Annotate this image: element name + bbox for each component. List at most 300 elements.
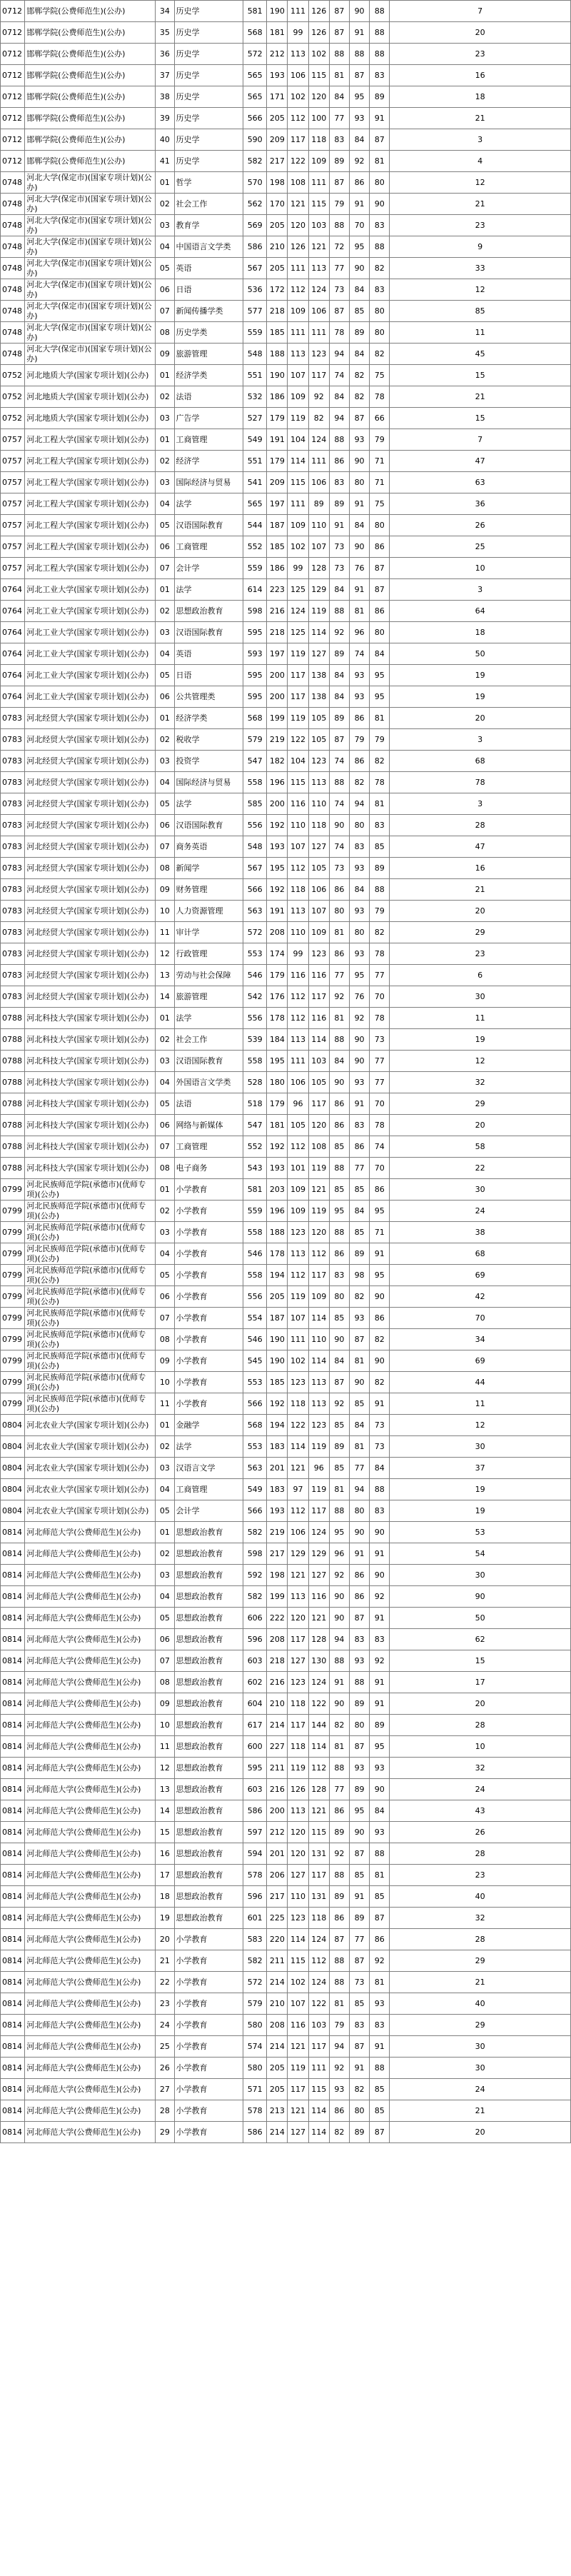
subject1-score-cell: 179 (267, 965, 288, 986)
table-row (1, 386, 571, 408)
subject5-score-cell: 86 (349, 1136, 369, 1158)
school-code-cell: 0788 (1, 1008, 25, 1029)
subject4-score-cell: 88 (329, 1950, 349, 1972)
table-row (1, 194, 571, 215)
major-name-cell: 思想政治教育 (174, 1843, 243, 1865)
table-row (1, 708, 571, 729)
rank-cell: 16 (390, 858, 571, 879)
school-name-cell: 河北工业大学(国家专项计划)(公办) (25, 601, 156, 622)
subject6-score-cell: 73 (370, 1436, 390, 1458)
school-code-cell: 0788 (1, 1029, 25, 1051)
subject4-score-cell: 73 (329, 858, 349, 879)
subject3-score-cell: 119 (308, 1158, 329, 1179)
school-code-cell: 0814 (1, 1736, 25, 1758)
table-row (1, 1029, 571, 1051)
total-score-cell: 586 (243, 1800, 267, 1822)
subject4-score-cell: 79 (329, 2015, 349, 2036)
subject4-score-cell: 89 (329, 1436, 349, 1458)
total-score-cell: 583 (243, 1929, 267, 1950)
rank-cell: 50 (390, 1608, 571, 1629)
subject6-score-cell: 93 (370, 1993, 390, 2015)
school-code-cell: 0783 (1, 708, 25, 729)
school-code-cell: 0788 (1, 1158, 25, 1179)
table-row (1, 1179, 571, 1201)
subject2-score-cell: 110 (288, 922, 308, 943)
subject6-score-cell: 87 (370, 2122, 390, 2143)
subject5-score-cell: 93 (349, 858, 369, 879)
subject6-score-cell: 82 (370, 344, 390, 365)
subject5-score-cell: 91 (349, 1093, 369, 1115)
major-name-cell: 法学 (174, 1436, 243, 1458)
total-score-cell: 566 (243, 879, 267, 901)
rank-cell: 53 (390, 1522, 571, 1543)
major-name-cell: 旅游管理 (174, 344, 243, 365)
subject3-score-cell: 114 (308, 622, 329, 643)
subject5-score-cell: 85 (349, 1222, 369, 1243)
subject1-score-cell: 205 (267, 2058, 288, 2079)
total-score-cell: 579 (243, 1993, 267, 2015)
rank-cell: 28 (390, 1715, 571, 1736)
school-name-cell: 河北农业大学(国家专项计划)(公办) (25, 1479, 156, 1500)
total-score-cell: 566 (243, 108, 267, 129)
major-code-cell: 02 (156, 1029, 174, 1051)
subject4-score-cell: 86 (329, 1908, 349, 1929)
subject5-score-cell: 88 (349, 44, 369, 65)
school-name-cell: 河北民族师范学院(承德市)(优师专项)(公办) (25, 1286, 156, 1308)
subject3-score-cell: 127 (308, 1565, 329, 1586)
school-code-cell: 0752 (1, 408, 25, 429)
subject4-score-cell: 81 (329, 1479, 349, 1500)
rank-cell: 3 (390, 729, 571, 751)
total-score-cell: 541 (243, 472, 267, 493)
subject5-score-cell: 87 (349, 1608, 369, 1629)
subject2-score-cell: 102 (288, 536, 308, 558)
subject6-score-cell: 84 (370, 643, 390, 665)
total-score-cell: 563 (243, 1458, 267, 1479)
subject5-score-cell: 93 (349, 943, 369, 965)
rank-cell: 11 (390, 1008, 571, 1029)
total-score-cell: 570 (243, 172, 267, 194)
subject3-score-cell: 117 (308, 2036, 329, 2058)
school-code-cell: 0814 (1, 2122, 25, 2143)
table-row (1, 1051, 571, 1072)
major-name-cell: 英语 (174, 643, 243, 665)
table-row (1, 1522, 571, 1543)
subject5-score-cell: 83 (349, 2015, 369, 2036)
major-code-cell: 08 (156, 322, 174, 344)
major-name-cell: 历史学类 (174, 322, 243, 344)
total-score-cell: 546 (243, 1329, 267, 1350)
subject1-score-cell: 186 (267, 386, 288, 408)
school-name-cell: 河北民族师范学院(承德市)(优师专项)(公办) (25, 1393, 156, 1415)
subject4-score-cell: 90 (329, 815, 349, 836)
rank-cell: 19 (390, 1500, 571, 1522)
subject3-score-cell: 124 (308, 429, 329, 451)
subject3-score-cell: 114 (308, 1350, 329, 1372)
subject2-score-cell: 125 (288, 579, 308, 601)
school-name-cell: 邯郸学院(公费师范生)(公办) (25, 44, 156, 65)
total-score-cell: 527 (243, 408, 267, 429)
subject3-score-cell: 113 (308, 1393, 329, 1415)
subject4-score-cell: 84 (329, 579, 349, 601)
subject4-score-cell: 88 (329, 601, 349, 622)
subject2-score-cell: 112 (288, 858, 308, 879)
subject3-score-cell: 117 (308, 1093, 329, 1115)
subject2-score-cell: 127 (288, 1865, 308, 1886)
subject3-score-cell: 118 (308, 129, 329, 151)
subject3-score-cell: 124 (308, 279, 329, 301)
school-code-cell: 0814 (1, 1758, 25, 1779)
subject6-score-cell: 91 (370, 1693, 390, 1715)
school-code-cell: 0799 (1, 1350, 25, 1372)
school-name-cell: 河北师范大学(公费师范生)(公办) (25, 1950, 156, 1972)
school-name-cell: 河北科技大学(国家专项计划)(公办) (25, 1093, 156, 1115)
subject5-score-cell: 91 (349, 2058, 369, 2079)
table-row (1, 1, 571, 22)
rank-cell: 69 (390, 1265, 571, 1286)
subject2-score-cell: 118 (288, 1736, 308, 1758)
rank-cell: 28 (390, 815, 571, 836)
subject1-score-cell: 212 (267, 44, 288, 65)
subject6-score-cell: 77 (370, 1051, 390, 1072)
school-code-cell: 0814 (1, 1672, 25, 1693)
subject2-score-cell: 117 (288, 1629, 308, 1650)
school-code-cell: 0799 (1, 1265, 25, 1286)
total-score-cell: 602 (243, 1672, 267, 1693)
major-code-cell: 02 (156, 386, 174, 408)
subject3-score-cell: 120 (308, 86, 329, 108)
subject6-score-cell: 81 (370, 151, 390, 172)
subject5-score-cell: 80 (349, 922, 369, 943)
school-name-cell: 河北师范大学(公费师范生)(公办) (25, 1972, 156, 1993)
major-code-cell: 19 (156, 1908, 174, 1929)
table-row (1, 1865, 571, 1886)
rank-cell: 21 (390, 386, 571, 408)
subject2-score-cell: 99 (288, 943, 308, 965)
subject5-score-cell: 84 (349, 1415, 369, 1436)
subject1-score-cell: 205 (267, 2079, 288, 2100)
subject5-score-cell: 91 (349, 1543, 369, 1565)
subject3-score-cell: 89 (308, 493, 329, 515)
subject4-score-cell: 81 (329, 922, 349, 943)
subject4-score-cell: 85 (329, 1458, 349, 1479)
subject4-score-cell: 87 (329, 1929, 349, 1950)
subject2-score-cell: 117 (288, 129, 308, 151)
subject1-score-cell: 184 (267, 1029, 288, 1051)
subject4-score-cell: 88 (329, 1158, 349, 1179)
rank-cell: 32 (390, 1072, 571, 1093)
subject5-score-cell: 87 (349, 1329, 369, 1350)
school-code-cell: 0748 (1, 236, 25, 258)
subject5-score-cell: 70 (349, 215, 369, 236)
school-code-cell: 0783 (1, 751, 25, 772)
school-code-cell: 0712 (1, 1, 25, 22)
rank-cell: 47 (390, 451, 571, 472)
subject2-score-cell: 97 (288, 1479, 308, 1500)
school-name-cell: 河北工业大学(国家专项计划)(公办) (25, 622, 156, 643)
school-code-cell: 0799 (1, 1243, 25, 1265)
table-row (1, 1822, 571, 1843)
school-name-cell: 河北地质大学(国家专项计划)(公办) (25, 365, 156, 386)
rank-cell: 45 (390, 344, 571, 365)
table-row (1, 1543, 571, 1565)
school-code-cell: 0712 (1, 44, 25, 65)
major-code-cell: 03 (156, 1458, 174, 1479)
subject6-score-cell: 81 (370, 708, 390, 729)
rank-cell: 43 (390, 1800, 571, 1822)
major-code-cell: 05 (156, 258, 174, 279)
subject4-score-cell: 92 (329, 1565, 349, 1586)
subject5-score-cell: 89 (349, 1693, 369, 1715)
major-code-cell: 11 (156, 922, 174, 943)
subject4-score-cell: 86 (329, 451, 349, 472)
subject1-score-cell: 191 (267, 429, 288, 451)
rank-cell: 11 (390, 1393, 571, 1415)
subject6-score-cell: 90 (370, 1350, 390, 1372)
rank-cell: 30 (390, 1436, 571, 1458)
subject6-score-cell: 81 (370, 1865, 390, 1886)
table-row (1, 1243, 571, 1265)
subject3-score-cell: 114 (308, 2100, 329, 2122)
major-name-cell: 小学教育 (174, 1308, 243, 1329)
subject2-score-cell: 121 (288, 194, 308, 215)
subject1-score-cell: 210 (267, 236, 288, 258)
table-row (1, 1950, 571, 1972)
table-row (1, 1436, 571, 1458)
school-name-cell: 河北工程大学(国家专项计划)(公办) (25, 515, 156, 536)
subject1-score-cell: 179 (267, 1093, 288, 1115)
subject6-score-cell: 74 (370, 1136, 390, 1158)
school-code-cell: 0764 (1, 643, 25, 665)
subject4-score-cell: 94 (329, 1629, 349, 1650)
rank-cell: 37 (390, 1458, 571, 1479)
total-score-cell: 558 (243, 1222, 267, 1243)
major-code-cell: 34 (156, 1, 174, 22)
subject6-score-cell: 91 (370, 108, 390, 129)
subject4-score-cell: 87 (329, 301, 349, 322)
subject3-score-cell: 138 (308, 686, 329, 708)
rank-cell: 85 (390, 301, 571, 322)
table-row (1, 558, 571, 579)
subject2-score-cell: 125 (288, 622, 308, 643)
subject1-score-cell: 197 (267, 643, 288, 665)
subject1-score-cell: 216 (267, 1672, 288, 1693)
rank-cell: 24 (390, 1779, 571, 1800)
school-code-cell: 0814 (1, 1908, 25, 1929)
school-name-cell: 河北师范大学(公费师范生)(公办) (25, 1543, 156, 1565)
subject4-score-cell: 93 (329, 2079, 349, 2100)
major-code-cell: 13 (156, 1779, 174, 1800)
rank-cell: 30 (390, 2058, 571, 2079)
subject5-score-cell: 92 (349, 151, 369, 172)
subject5-score-cell: 95 (349, 86, 369, 108)
total-score-cell: 552 (243, 536, 267, 558)
subject3-score-cell: 126 (308, 22, 329, 44)
major-code-cell: 26 (156, 2058, 174, 2079)
subject2-score-cell: 99 (288, 558, 308, 579)
major-code-cell: 02 (156, 451, 174, 472)
subject5-score-cell: 93 (349, 1072, 369, 1093)
school-code-cell: 0748 (1, 301, 25, 322)
rank-cell: 23 (390, 215, 571, 236)
subject2-score-cell: 109 (288, 301, 308, 322)
school-name-cell: 河北民族师范学院(承德市)(优师专项)(公办) (25, 1265, 156, 1286)
subject2-score-cell: 117 (288, 686, 308, 708)
subject5-score-cell: 87 (349, 65, 369, 86)
subject3-score-cell: 105 (308, 858, 329, 879)
table-row (1, 1201, 571, 1222)
subject1-score-cell: 201 (267, 1843, 288, 1865)
rank-cell: 9 (390, 236, 571, 258)
major-name-cell: 思想政治教育 (174, 1565, 243, 1586)
major-name-cell: 哲学 (174, 172, 243, 194)
major-code-cell: 09 (156, 1350, 174, 1372)
major-name-cell: 小学教育 (174, 1222, 243, 1243)
subject3-score-cell: 111 (308, 172, 329, 194)
subject4-score-cell: 90 (329, 1329, 349, 1350)
subject2-score-cell: 116 (288, 2015, 308, 2036)
subject4-score-cell: 74 (329, 793, 349, 815)
subject1-score-cell: 192 (267, 1136, 288, 1158)
subject6-score-cell: 83 (370, 815, 390, 836)
total-score-cell: 536 (243, 279, 267, 301)
school-name-cell: 河北工业大学(国家专项计划)(公办) (25, 665, 156, 686)
subject2-score-cell: 113 (288, 44, 308, 65)
table-row (1, 793, 571, 815)
major-code-cell: 03 (156, 472, 174, 493)
major-name-cell: 网络与新媒体 (174, 1115, 243, 1136)
school-name-cell: 河北民族师范学院(承德市)(优师专项)(公办) (25, 1179, 156, 1201)
major-name-cell: 电子商务 (174, 1158, 243, 1179)
subject6-score-cell: 71 (370, 472, 390, 493)
total-score-cell: 559 (243, 1201, 267, 1222)
subject5-score-cell: 90 (349, 1822, 369, 1843)
subject5-score-cell: 91 (349, 22, 369, 44)
total-score-cell: 566 (243, 1393, 267, 1415)
subject1-score-cell: 225 (267, 1908, 288, 1929)
subject4-score-cell: 89 (329, 708, 349, 729)
major-name-cell: 历史学 (174, 108, 243, 129)
major-name-cell: 历史学 (174, 129, 243, 151)
major-code-cell: 29 (156, 2122, 174, 2143)
major-code-cell: 13 (156, 965, 174, 986)
subject2-score-cell: 109 (288, 1179, 308, 1201)
subject1-score-cell: 222 (267, 1608, 288, 1629)
subject2-score-cell: 111 (288, 322, 308, 344)
subject5-score-cell: 85 (349, 301, 369, 322)
total-score-cell: 532 (243, 386, 267, 408)
subject6-score-cell: 90 (370, 194, 390, 215)
major-name-cell: 思想政治教育 (174, 1693, 243, 1715)
school-code-cell: 0804 (1, 1458, 25, 1479)
subject6-score-cell: 84 (370, 1458, 390, 1479)
school-name-cell: 河北经贸大学(国家专项计划)(公办) (25, 965, 156, 986)
rank-cell: 69 (390, 1350, 571, 1372)
school-name-cell: 邯郸学院(公费师范生)(公办) (25, 65, 156, 86)
school-code-cell: 0783 (1, 943, 25, 965)
school-code-cell: 0757 (1, 472, 25, 493)
table-row (1, 129, 571, 151)
subject1-score-cell: 223 (267, 579, 288, 601)
school-name-cell: 河北科技大学(国家专项计划)(公办) (25, 1072, 156, 1093)
total-score-cell: 548 (243, 344, 267, 365)
rank-cell: 50 (390, 643, 571, 665)
school-name-cell: 河北经贸大学(国家专项计划)(公办) (25, 836, 156, 858)
major-code-cell: 04 (156, 1072, 174, 1093)
table-row (1, 1565, 571, 1586)
rank-cell: 21 (390, 1972, 571, 1993)
subject1-score-cell: 220 (267, 1929, 288, 1950)
subject6-score-cell: 85 (370, 2079, 390, 2100)
total-score-cell: 603 (243, 1650, 267, 1672)
major-code-cell: 36 (156, 44, 174, 65)
school-name-cell: 邯郸学院(公费师范生)(公办) (25, 86, 156, 108)
table-row (1, 1908, 571, 1929)
rank-cell: 25 (390, 536, 571, 558)
subject4-score-cell: 88 (329, 429, 349, 451)
major-code-cell: 01 (156, 365, 174, 386)
subject2-score-cell: 118 (288, 1393, 308, 1415)
major-name-cell: 审计学 (174, 922, 243, 943)
subject5-score-cell: 89 (349, 1243, 369, 1265)
major-name-cell: 小学教育 (174, 2122, 243, 2143)
rank-cell: 6 (390, 965, 571, 986)
subject3-score-cell: 123 (308, 943, 329, 965)
major-name-cell: 思想政治教育 (174, 1800, 243, 1822)
school-code-cell: 0814 (1, 1608, 25, 1629)
total-score-cell: 567 (243, 858, 267, 879)
school-name-cell: 河北工业大学(国家专项计划)(公办) (25, 686, 156, 708)
subject2-score-cell: 108 (288, 172, 308, 194)
subject1-score-cell: 214 (267, 2036, 288, 2058)
subject5-score-cell: 86 (349, 708, 369, 729)
school-name-cell: 河北经贸大学(国家专项计划)(公办) (25, 751, 156, 772)
subject3-score-cell: 116 (308, 1008, 329, 1029)
subject5-score-cell: 86 (349, 1565, 369, 1586)
total-score-cell: 552 (243, 1136, 267, 1158)
subject3-score-cell: 117 (308, 1865, 329, 1886)
subject4-score-cell: 94 (329, 344, 349, 365)
school-name-cell: 河北师范大学(公费师范生)(公办) (25, 1736, 156, 1758)
table-row (1, 493, 571, 515)
subject5-score-cell: 85 (349, 1393, 369, 1415)
subject3-score-cell: 115 (308, 1822, 329, 1843)
total-score-cell: 553 (243, 1372, 267, 1393)
subject3-score-cell: 119 (308, 1201, 329, 1222)
major-code-cell: 35 (156, 22, 174, 44)
table-row (1, 1993, 571, 2015)
school-code-cell: 0814 (1, 2058, 25, 2079)
table-row (1, 22, 571, 44)
subject2-score-cell: 107 (288, 1308, 308, 1329)
total-score-cell: 558 (243, 772, 267, 793)
subject5-score-cell: 80 (349, 2100, 369, 2122)
major-code-cell: 05 (156, 1093, 174, 1115)
table-row (1, 1586, 571, 1608)
subject5-score-cell: 86 (349, 1586, 369, 1608)
subject2-score-cell: 121 (288, 1458, 308, 1479)
subject6-score-cell: 95 (370, 1201, 390, 1222)
total-score-cell: 569 (243, 215, 267, 236)
major-code-cell: 07 (156, 1650, 174, 1672)
total-score-cell: 546 (243, 1243, 267, 1265)
school-code-cell: 0799 (1, 1329, 25, 1350)
major-name-cell: 思想政治教育 (174, 1629, 243, 1650)
subject3-score-cell: 109 (308, 1286, 329, 1308)
major-code-cell: 08 (156, 1329, 174, 1350)
rank-cell: 20 (390, 708, 571, 729)
rank-cell: 24 (390, 2079, 571, 2100)
